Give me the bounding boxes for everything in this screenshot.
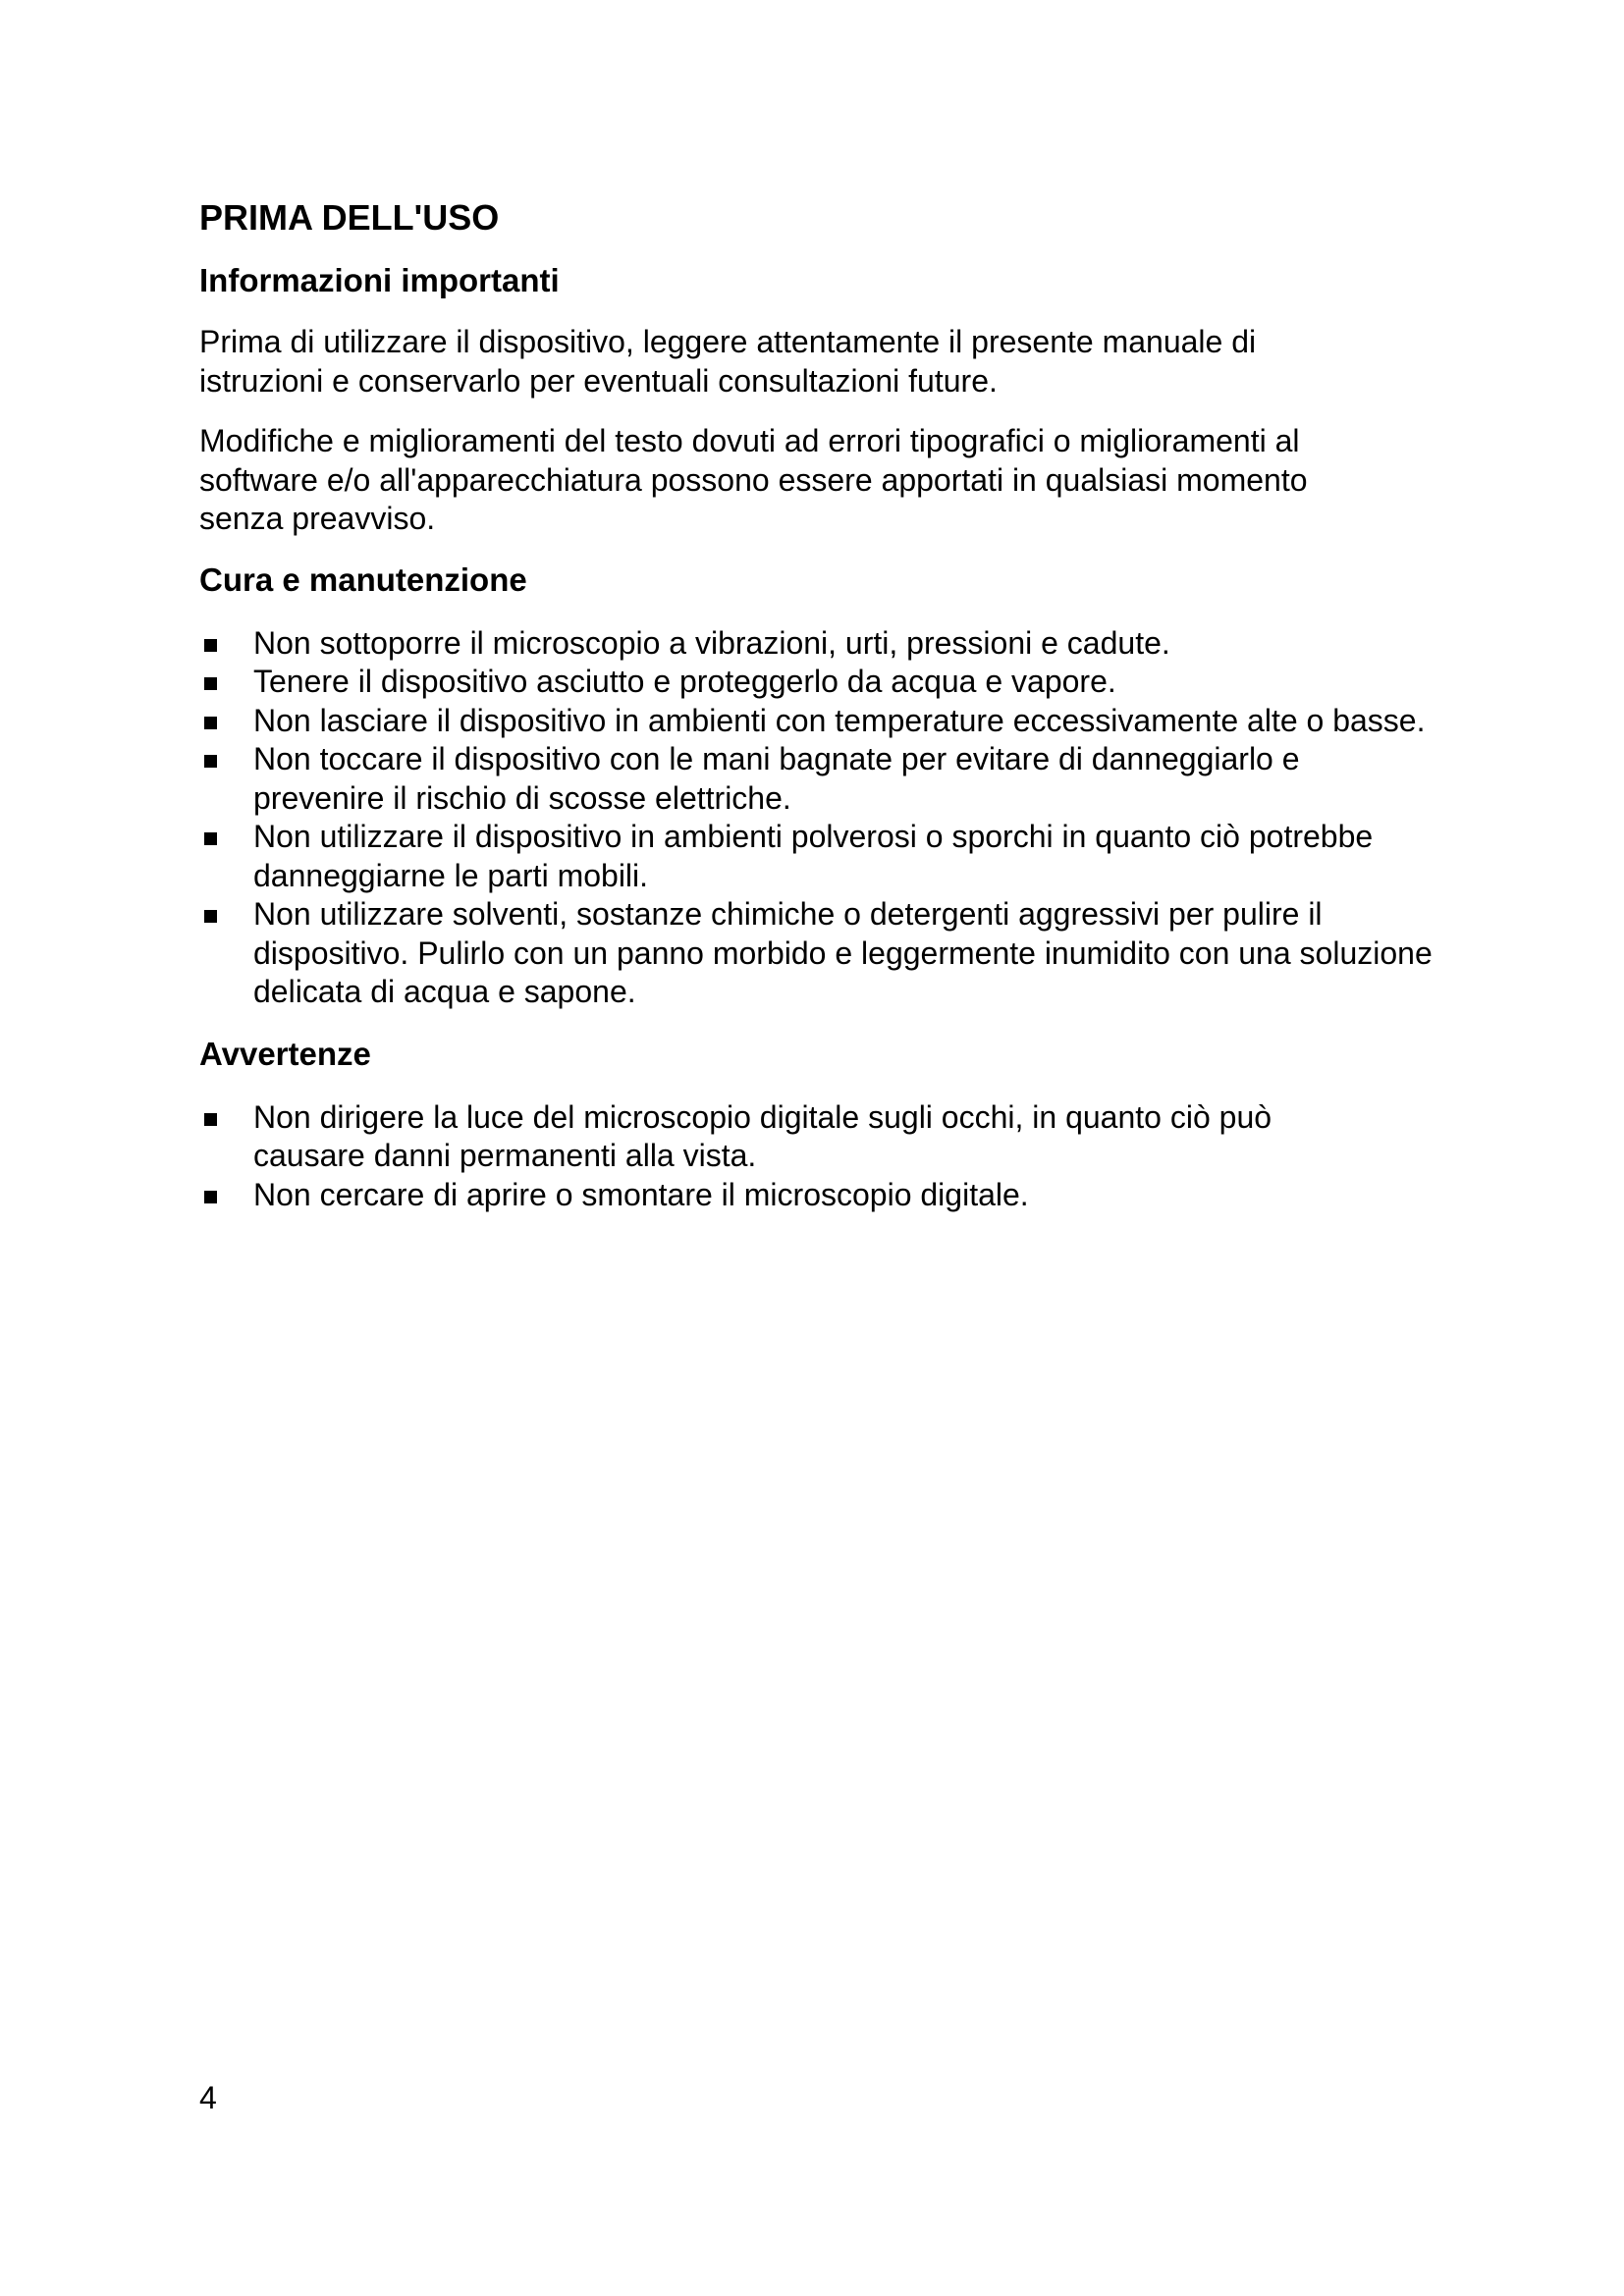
section-body-informazioni-importanti [199,323,1387,539]
section-heading-informazioni-importanti: Informazioni importanti [199,262,560,298]
list-item [199,624,1476,664]
square-bullet-icon [204,639,217,652]
list-item-text: Tenere il dispositivo asciutto e proteggerlo da acqua e vapore. [253,664,1116,699]
list-item-text: Non utilizzare solventi, sostanze chimiche o detergenti aggressivi per pulire il dispositivo. Pulirlo con un panno morbido e leggermente inumidito con una soluzione delicata di acqua e sapone. [253,896,1433,1009]
square-bullet-icon [204,910,217,923]
square-bullet-icon [204,1191,217,1203]
list-item-text: Non cercare di aprire o smontare il microscopio digitale. [253,1176,1029,1212]
list-item [199,818,1530,895]
square-bullet-icon [204,1113,217,1126]
section-heading-cura-e-manutenzione: Cura e manutenzione [199,561,527,598]
list-item [199,702,1432,741]
paragraph: Prima di utilizzare il dispositivo, leggere attentamente il presente manuale di istruzioni e conservarlo per eventuali consultazioni future. [199,324,1257,399]
list-item-text: Non toccare il dispositivo con le mani bagnate per evitare di danneggiarlo e prevenire il rischio di scosse elettriche. [253,741,1300,816]
square-bullet-icon [204,832,217,845]
square-bullet-icon [204,755,217,768]
bullet-list-avvertenze [199,1098,1378,1215]
section-heading-avvertenze: Avvertenze [199,1035,371,1072]
page-title: PRIMA DELL'USO [199,197,500,238]
list-item [199,1098,1378,1176]
list-item-text: Non utilizzare il dispositivo in ambienti polverosi o sporchi in quanto ciò potrebbe danneggiarne le parti mobili. [253,819,1374,893]
list-item-text: Non dirigere la luce del microscopio digitale sugli occhi, in quanto ciò può causare danni permanenti alla vista. [253,1098,1272,1173]
list-item-text: Non sottoporre il microscopio a vibrazioni, urti, pressioni e cadute. [253,624,1170,661]
square-bullet-icon [204,677,217,690]
list-item [199,1176,1378,1215]
bullet-list-cura-e-manutenzione [199,624,1476,1012]
paragraph: Modifiche e miglioramenti del testo dovuti ad errori tipografici o miglioramenti al software e/o all'apparecchiatura possono essere apportati in qualsiasi momento senza preavviso. [199,423,1308,536]
square-bullet-icon [204,717,217,729]
list-item [199,895,1461,1012]
page-content [199,188,1476,1214]
list-item [199,663,1476,702]
list-item [199,740,1432,818]
list-item-text: Non lasciare il dispositivo in ambienti con temperature eccessivamente alte o basse. [253,702,1426,738]
page-number: 4 [199,2080,217,2115]
